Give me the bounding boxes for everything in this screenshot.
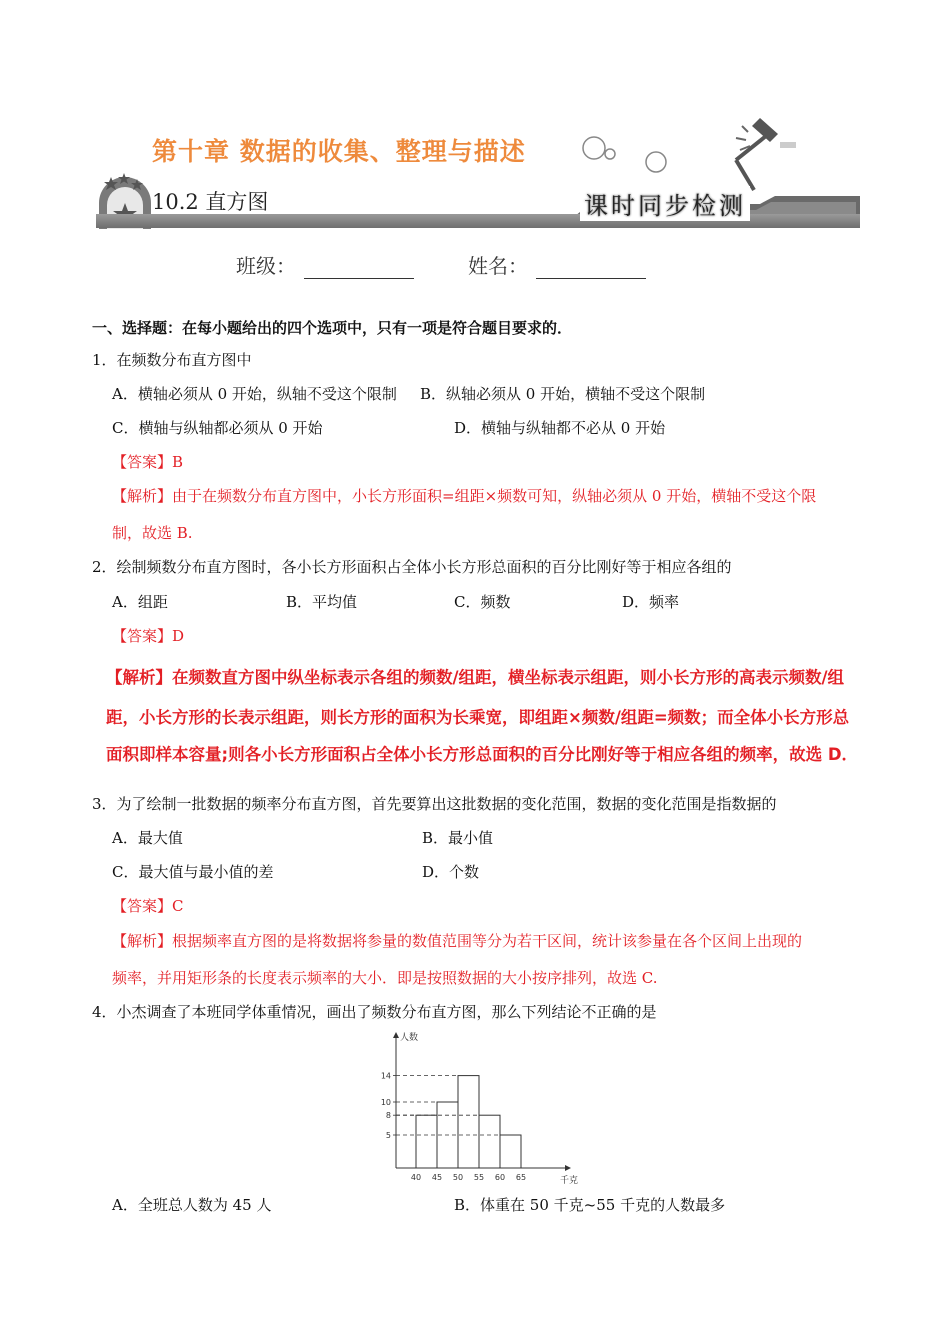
option-a: A．全班总人数为 45 人 (112, 1196, 272, 1214)
question-stem: 1．在频数分布直方图中 (92, 351, 252, 369)
x-axis-label: 千克 (560, 1176, 579, 1186)
analysis: 【解析】根据频率直方图的是将数据将参量的数值范围等分为若干区间，统计该参量在各个区间上出现的 (112, 932, 803, 950)
y-axis-label: 人数 (400, 1033, 419, 1043)
name-label: 姓名： (468, 254, 528, 278)
answer: 【答案】C (112, 897, 184, 915)
section-title: 10.2 直方图 (152, 190, 269, 214)
option-b: B．体重在 50 千克~55 千克的人数最多 (454, 1196, 726, 1214)
analysis: 频率，并用矩形条的长度表示频率的大小．即是按照数据的大小按序排列，故选 C. (112, 969, 658, 987)
option-a: A．最大值 (112, 829, 183, 847)
name-blank[interactable] (536, 262, 646, 279)
analysis: 【解析】在频数直方图中纵坐标表示各组的频数/组距，横坐标表示组距，则小长方形的高表示频数/组 (106, 668, 845, 687)
class-label: 班级： (236, 254, 296, 278)
x-tick-label: 40 (410, 1173, 422, 1182)
answer: 【答案】D (112, 627, 185, 645)
option-d: D．个数 (422, 863, 480, 881)
chapter-title: 第十章 数据的收集、整理与描述 (152, 137, 526, 166)
option-a: A．组距 (112, 593, 168, 611)
bubbles-icon (580, 134, 690, 178)
y-tick-label: 10 (380, 1098, 391, 1107)
class-blank[interactable] (304, 262, 414, 279)
question-stem: 2．绘制频数分布直方图时，各小长方形面积占全体小长方形总面积的百分比刚好等于相应各组的 (92, 558, 732, 576)
x-axis-arrow (565, 1165, 571, 1171)
option-d: D．频率 (622, 593, 680, 611)
weight-histogram (360, 1028, 580, 1188)
option-c: C．横轴与纵轴都必须从 0 开始 (112, 419, 323, 437)
analysis: 【解析】由于在频数分布直方图中，小长方形面积=组距×频数可知，纵轴必须从 0 开始，横轴不受这个限 (112, 487, 817, 505)
question-stem: 4．小杰调查了本班同学体重情况，画出了频数分布直方图，那么下列结论不正确的是 (92, 1003, 657, 1021)
option-c: C．频数 (454, 593, 511, 611)
x-tick-label: 60 (494, 1173, 506, 1182)
name-field (468, 250, 646, 279)
y-tick-label: 14 (380, 1071, 391, 1081)
y-tick-label: 8 (385, 1111, 391, 1121)
x-tick-label: 55 (473, 1173, 485, 1182)
option-b: B．平均值 (286, 593, 358, 611)
option-b: B．纵轴必须从 0 开始，横轴不受这个限制 (420, 385, 706, 403)
histogram-bar (500, 1135, 521, 1168)
option-b: B．最小值 (422, 829, 494, 847)
section-heading: 一、选择题：在每小题给出的四个选项中，只有一项是符合题目要求的． (92, 319, 573, 337)
class-field (236, 250, 414, 279)
question-stem: 3．为了绘制一批数据的频率分布直方图，首先要算出这批数据的变化范围，数据的变化范围是指数据的 (92, 795, 777, 813)
desk-lamp-icon (700, 112, 800, 192)
x-tick-label: 65 (515, 1173, 527, 1182)
option-a: A．横轴必须从 0 开始，纵轴不受这个限制 (112, 385, 397, 403)
option-c: C．最大值与最小值的差 (112, 863, 274, 881)
x-tick-label: 50 (452, 1173, 464, 1182)
y-tick-label: 5 (385, 1131, 391, 1140)
histogram-bar (416, 1115, 437, 1168)
x-tick-label: 45 (431, 1173, 443, 1182)
histogram-bar (458, 1076, 479, 1168)
y-axis-arrow (393, 1032, 399, 1038)
option-d: D．横轴与纵轴都不必从 0 开始 (454, 419, 666, 437)
answer: 【答案】B (112, 453, 184, 471)
analysis: 制，故选 B. (112, 524, 193, 542)
banner-label: 课时同步检测 (580, 186, 750, 221)
analysis: 面积即样本容量;则各小长方形面积占全体小长方形总面积的百分比刚好等于相应各组的频率，故选 D． (106, 745, 859, 764)
analysis: 距，小长方形的长表示组距，则长方形的面积为长乘宽，即组距×频数/组距=频数；而全体小长方形总 (106, 708, 850, 727)
histogram-bar (479, 1115, 500, 1168)
